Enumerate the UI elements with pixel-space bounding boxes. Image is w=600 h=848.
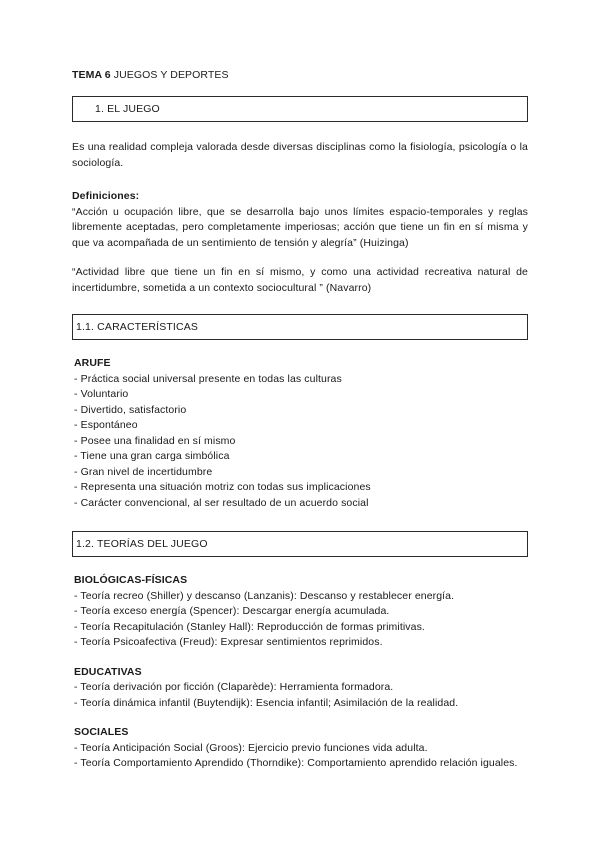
- spacer: [72, 511, 540, 531]
- theory-list: [74, 680, 528, 711]
- theory-group-heading: BIOLÓGICAS-FÍSICAS: [74, 574, 188, 586]
- section-heading-label-1-1: 1.1. CARACTERÍSTICAS: [76, 321, 199, 333]
- list-item: - Voluntario: [74, 388, 129, 400]
- list-item: - Teoría Psicoafectiva (Freud): Expresar sentimientos reprimidos.: [74, 636, 383, 648]
- arufe-heading: ARUFE: [74, 357, 111, 369]
- list-item: - Teoría recreo (Shiller) y descanso (Lanzanis): Descanso y restablecer energía.: [74, 589, 455, 602]
- list-item: - Teoría Recapitulación (Stanley Hall): Reproducción de formas primitivas.: [74, 620, 425, 633]
- caracteristicas-list: [74, 372, 530, 512]
- spacer: [72, 122, 540, 140]
- list-item: - Carácter convencional, al ser resultado de un acuerdo social: [74, 496, 369, 509]
- spacer: [72, 296, 540, 314]
- theory-list: [74, 741, 528, 772]
- section1-intro-paragraph: Es una realidad compleja valorada desde diversas disciplinas como la fisiología, psicología o la sociología.: [72, 141, 528, 169]
- page-title-strong: TEMA 6: [72, 69, 111, 81]
- list-item: - Práctica social universal presente en todas las culturas: [74, 372, 342, 385]
- list-item: - Divertido, satisfactorio: [74, 403, 187, 416]
- spacer: [72, 251, 540, 265]
- list-item: - Teoría derivación por ficción (Claparède): Herramienta formadora.: [74, 681, 394, 693]
- section-heading-label-1: 1. EL JUEGO: [95, 103, 160, 115]
- list-item: - Representa una situación motriz con todas sus implicaciones: [74, 481, 371, 493]
- list-item: - Teoría exceso energía (Spencer): Descargar energía acumulada.: [74, 605, 390, 617]
- page-title-rest: JUEGOS Y DEPORTES: [110, 69, 229, 81]
- theory-group-heading: EDUCATIVAS: [74, 665, 142, 678]
- list-item: - Teoría dinámica infantil (Buytendijk): Esencia infantil; Asimilación de la realidad.: [74, 696, 459, 709]
- list-item: - Espontáneo: [74, 419, 138, 431]
- list-item: - Posee una finalidad en sí mismo: [74, 434, 236, 447]
- section-heading-box-1: [72, 96, 528, 122]
- theory-list: [74, 589, 528, 651]
- section-heading-box-1-2: [72, 531, 528, 557]
- definition-navarro: “Actividad libre que tiene un fin en sí mismo, y como una actividad recreativa natural de incertidumbre, sometida a un contexto sociocultural ” (Navarro): [72, 266, 528, 294]
- theory-group-heading: SOCIALES: [74, 726, 129, 738]
- spacer: [72, 340, 540, 356]
- spacer: [72, 557, 540, 573]
- theory-group-biologicas: [72, 573, 528, 651]
- section-heading-box-1-1: [72, 314, 528, 340]
- caracteristicas-block: [72, 356, 540, 511]
- page-title: [72, 68, 540, 82]
- theory-group-educativas: [72, 665, 528, 712]
- list-item: - Gran nivel de incertidumbre: [74, 465, 213, 478]
- list-item: - Tiene una gran carga simbólica: [74, 450, 230, 462]
- spacer: [72, 711, 540, 725]
- theory-group-sociales: [72, 725, 528, 772]
- spacer: [72, 171, 540, 189]
- section-heading-label-1-2: 1.2. TEORÍAS DEL JUEGO: [76, 538, 208, 550]
- definitions-heading: Definiciones:: [72, 190, 140, 202]
- spacer: [72, 651, 540, 665]
- list-item: - Teoría Comportamiento Aprendido (Thorndike): Comportamiento aprendido relación iguales.: [74, 757, 518, 769]
- definition-huizinga: “Acción u ocupación libre, que se desarrolla bajo unos límites espacio-temporales y reglas libremente aceptadas, pero completamente imperiosas; acción que tiene un fin en sí misma y que va acompañada de un sentimiento de tensión y alegría” (Huizinga): [72, 205, 528, 249]
- list-item: - Teoría Anticipación Social (Groos): Ejercicio previo funciones vida adulta.: [74, 741, 428, 754]
